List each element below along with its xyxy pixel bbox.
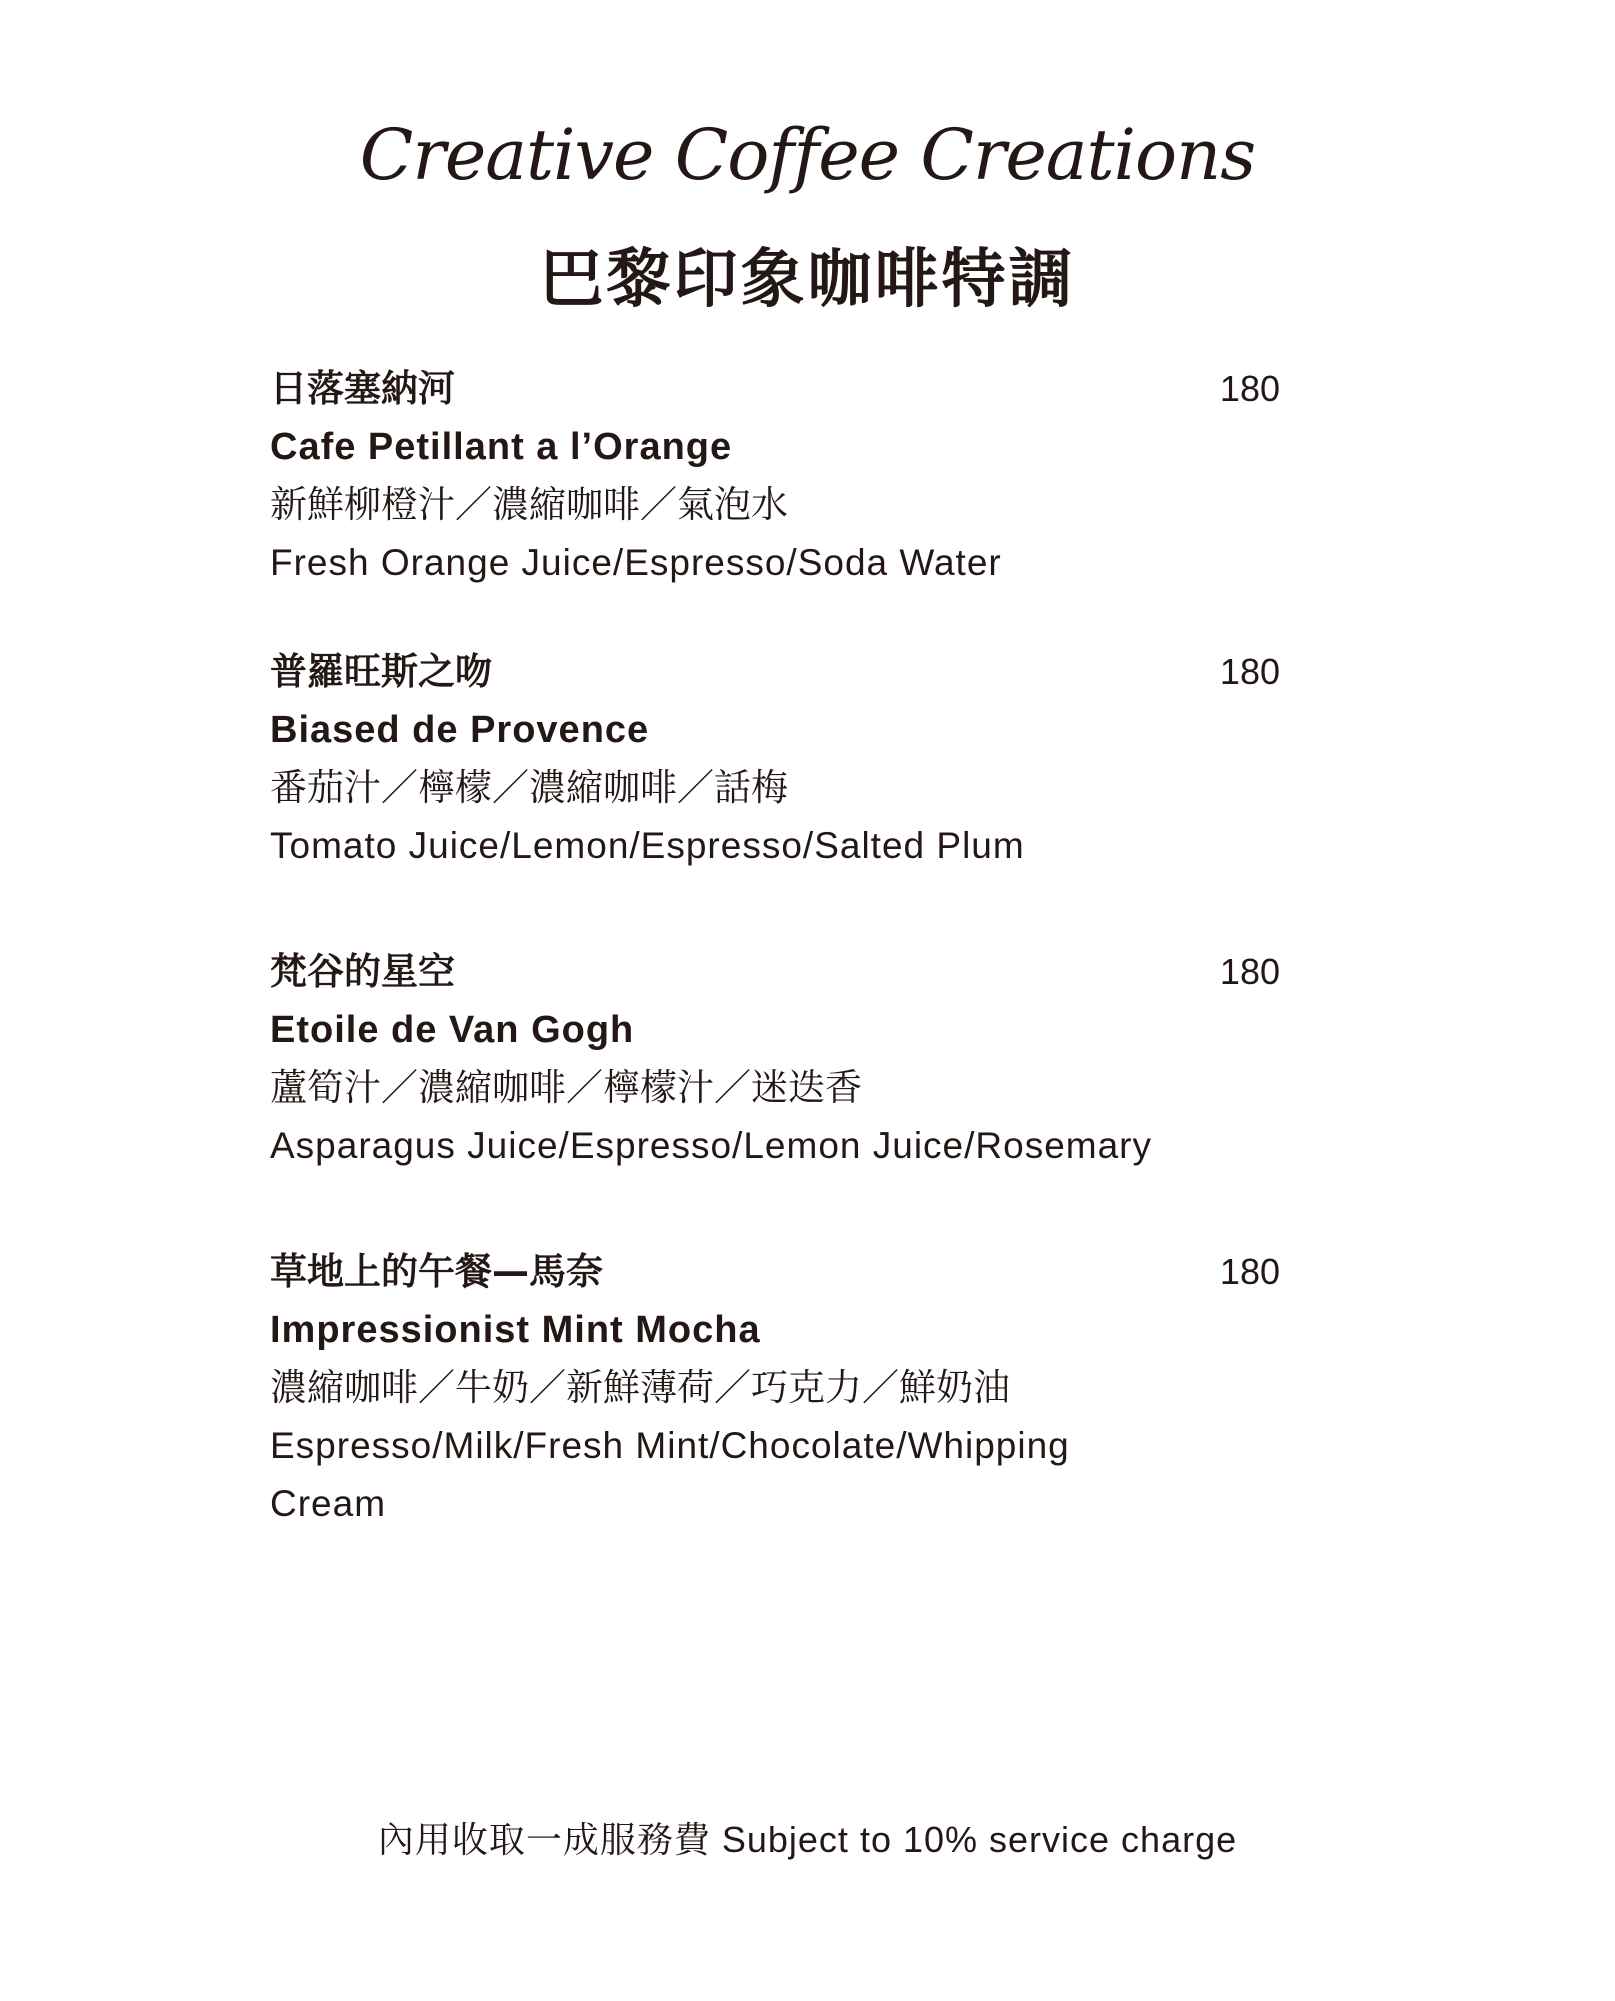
item-name-cn: 草地上的午餐—馬奈 (270, 1250, 603, 1293)
item-price: 180 (1219, 1251, 1280, 1292)
item-desc-en: Tomato Juice/Lemon/Espresso/Salted Plum (270, 825, 1025, 866)
item-price: 180 (1219, 368, 1280, 409)
item-name-cn: 普羅旺斯之吻 (270, 650, 492, 693)
item-desc-cn: 濃縮咖啡／牛奶／新鮮薄荷／巧克力／鮮奶油 (270, 1366, 1010, 1409)
page-title: 巴黎印象咖啡特調 (539, 243, 1076, 317)
item-desc-cn: 番茄汁／檸檬／濃縮咖啡／話梅 (270, 766, 788, 809)
menu-item (270, 943, 1280, 1175)
item-header-row (270, 1243, 1280, 1301)
item-name-en: Biased de Provence (270, 709, 650, 751)
item-desc-cn: 蘆筍汁／濃縮咖啡／檸檬汁／迷迭香 (270, 1066, 862, 1109)
service-charge-note: 內用收取一成服務費 Subject to 10% service charge (377, 1819, 1238, 1860)
item-desc-en: Fresh Orange Juice/Espresso/Soda Water (270, 542, 1002, 583)
menu-item (270, 360, 1280, 592)
menu-item (270, 1243, 1280, 1533)
item-desc-cn: 新鮮柳橙汁／濃縮咖啡／氣泡水 (270, 483, 788, 526)
item-name-en: Impressionist Mint Mocha (270, 1309, 761, 1351)
item-name-en: Cafe Petillant a l’Orange (270, 426, 733, 468)
item-price: 180 (1219, 651, 1280, 692)
script-title: Creative Coffee Creations (359, 114, 1256, 196)
item-name-en: Etoile de Van Gogh (270, 1009, 635, 1051)
item-header-row (270, 643, 1280, 701)
item-name-cn: 日落塞納河 (270, 367, 455, 410)
item-header-row (270, 943, 1280, 1001)
item-name-cn: 梵谷的星空 (270, 950, 455, 993)
menu-item (270, 643, 1280, 875)
item-desc-en: Asparagus Juice/Espresso/Lemon Juice/Rosemary (270, 1125, 1152, 1166)
item-desc-en: Espresso/Milk/Fresh Mint/Chocolate/Whipping Cream (270, 1425, 1070, 1524)
item-price: 180 (1219, 951, 1280, 992)
item-header-row (270, 360, 1280, 418)
